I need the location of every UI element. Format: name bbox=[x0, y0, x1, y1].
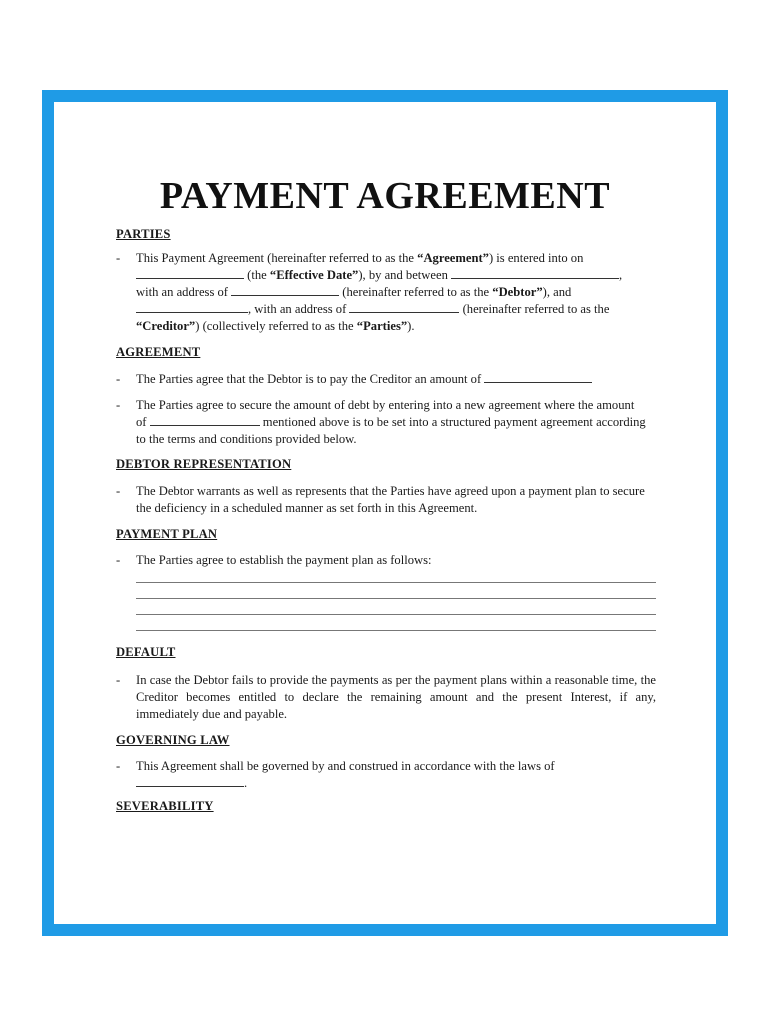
debtor-representation-paragraph: The Debtor warrants as well as represents that the Parties have agreed upon a payment plan to secure the deficiency in a scheduled manner as set forth in this Agreement. bbox=[136, 484, 645, 515]
section-heading-severability: SEVERABILITY bbox=[116, 799, 214, 813]
agreement-structure-paragraph: The Parties agree to secure the amount of debt by entering into a new agreement where the amount of mentioned above is to be set into a structured payment agreement according to the terms and conditions provided below. bbox=[136, 398, 646, 446]
section-heading-parties: PARTIES bbox=[116, 227, 171, 241]
payment-plan-line-3[interactable] bbox=[136, 614, 656, 615]
section-heading-default: DEFAULT bbox=[116, 645, 176, 659]
bullet-dash: - bbox=[116, 251, 121, 265]
blank-effective-date[interactable] bbox=[136, 267, 244, 279]
blank-creditor-name[interactable] bbox=[136, 301, 248, 313]
section-heading-payment-plan: PAYMENT PLAN bbox=[116, 527, 218, 541]
document-frame bbox=[42, 90, 728, 936]
blank-amount[interactable] bbox=[484, 371, 592, 383]
default-paragraph: In case the Debtor fails to provide the payments as per the payment plans within a reasonable time, the Creditor becomes entitled to declare the remaining amount and the present Interest, if any, immediately due and payable. bbox=[136, 673, 656, 721]
agreement-amount-paragraph: The Parties agree that the Debtor is to pay the Creditor an amount of bbox=[136, 371, 656, 388]
payment-plan-line-4[interactable] bbox=[136, 630, 656, 631]
section-heading-governing-law: GOVERNING LAW bbox=[116, 733, 230, 747]
blank-debtor-name[interactable] bbox=[451, 267, 619, 279]
blank-debtor-address[interactable] bbox=[231, 284, 339, 296]
bullet-dash: - bbox=[116, 372, 121, 386]
document-title: PAYMENT AGREEMENT bbox=[159, 175, 611, 217]
blank-debt-amount[interactable] bbox=[150, 414, 260, 426]
parties-paragraph: This Payment Agreement (hereinafter referred to as the “Agreement”) is entered into on (the “Effective Date”), by and between , with an address of (hereinafter referred to as the “Debtor”), and , with an address of (hereinafter referred to as the “Creditor”) (collectively referred to as the “Parties”). bbox=[136, 251, 623, 333]
bullet-dash: - bbox=[116, 484, 121, 498]
section-heading-debtor-representation: DEBTOR REPRESENTATION bbox=[116, 457, 292, 471]
payment-plan-line-2[interactable] bbox=[136, 598, 656, 599]
bullet-dash: - bbox=[116, 553, 121, 567]
blank-jurisdiction[interactable] bbox=[136, 775, 244, 787]
payment-plan-line-1[interactable] bbox=[136, 582, 656, 583]
section-heading-agreement: AGREEMENT bbox=[116, 345, 201, 359]
governing-law-paragraph: This Agreement shall be governed by and construed in accordance with the laws of . bbox=[136, 759, 555, 790]
blank-creditor-address[interactable] bbox=[349, 301, 459, 313]
bullet-dash: - bbox=[116, 398, 121, 412]
bullet-dash: - bbox=[116, 759, 121, 773]
payment-plan-paragraph: The Parties agree to establish the payment plan as follows: bbox=[136, 553, 432, 567]
bullet-dash: - bbox=[116, 673, 121, 687]
